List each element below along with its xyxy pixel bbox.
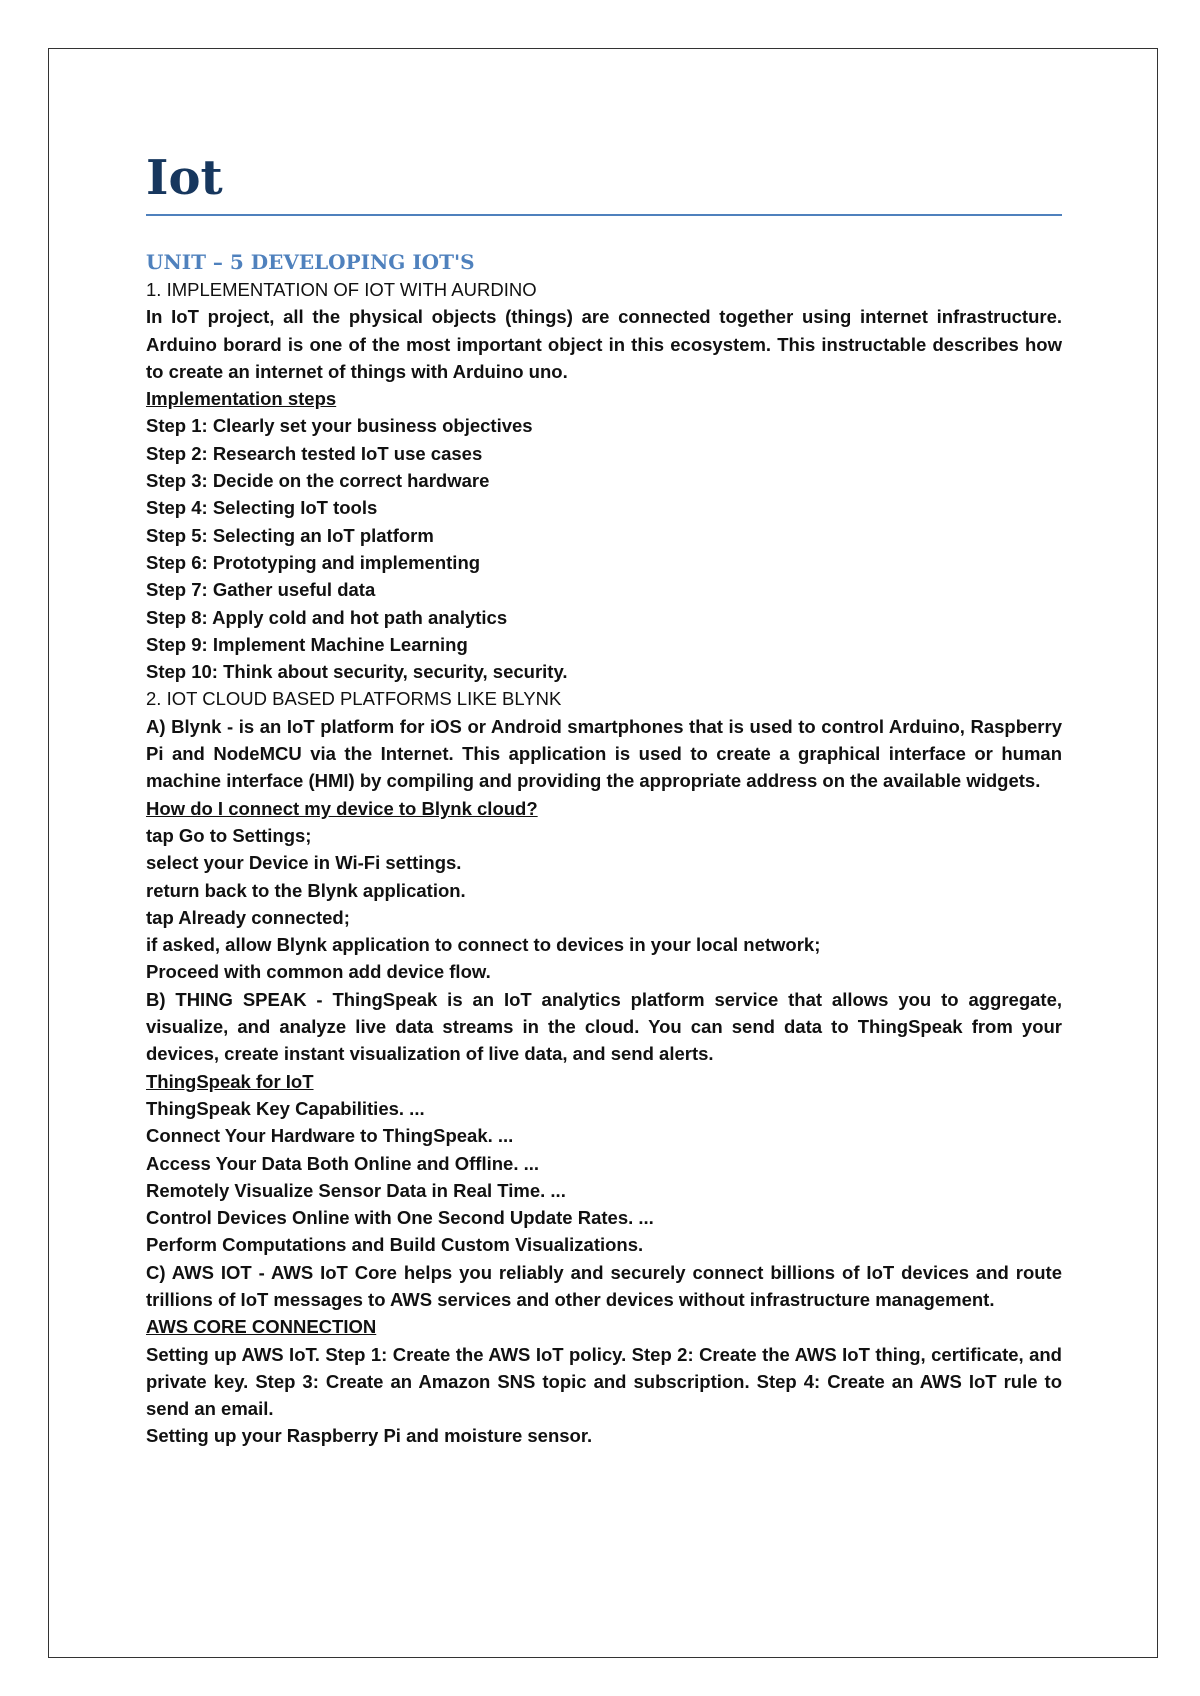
implementation-steps-heading: Implementation steps — [146, 388, 337, 410]
blynk-connect-step: tap Go to Settings; — [146, 824, 312, 846]
section1-intro: In IoT project, all the physical objects (things) are connected together using internet infrastructure. Arduino borard is one of the most important object in this ecosystem. This instructable describes how to create an internet of things with Arduino uno. — [146, 306, 1062, 382]
aws-steps-paragraph: Setting up AWS IoT. Step 1: Create the AWS IoT policy. Step 2: Create the AWS IoT thing, certificate, and private key. Step 3: Create an Amazon SNS topic and subscription. Step 4: Create an AWS IoT rule to send an email. — [146, 1343, 1062, 1420]
thingspeak-paragraph: B) THING SPEAK - ThingSpeak is an IoT analytics platform service that allows you to aggregate, visualize, and analyze live data streams in the cloud. You can send data to ThingSpeak from your devices, create instant visualization of live data, and send alerts. — [146, 988, 1062, 1065]
unit-heading: UNIT – 5 DEVELOPING IOT'S — [146, 250, 475, 274]
thingspeak-item: Control Devices Online with One Second Update Rates. ... — [146, 1207, 654, 1229]
aws-paragraph: C) AWS IOT - AWS IoT Core helps you reliably and securely connect billions of IoT devices and route trillions of IoT messages to AWS services and other devices without infrastructure management. — [146, 1261, 1062, 1310]
blynk-paragraph: A) Blynk - is an IoT platform for iOS or Android smartphones that is used to control Arduino, Raspberry Pi and NodeMCU via the Internet. This application is used to create a graphical interface or human machine interface (HMI) by compiling and providing the appropriate address on the available widgets. — [146, 715, 1062, 792]
step-item: Step 10: Think about security, security, security. — [146, 661, 568, 683]
step-item: Step 3: Decide on the correct hardware — [146, 470, 490, 492]
blynk-connect-step: select your Device in Wi-Fi settings. — [146, 852, 462, 874]
blynk-connect-step: if asked, allow Blynk application to connect to devices in your local network; — [146, 934, 821, 956]
step-item: Step 6: Prototyping and implementing — [146, 551, 481, 573]
title-underline-rule — [146, 214, 1062, 216]
step-item: Step 1: Clearly set your business objectives — [146, 415, 533, 437]
thingspeak-heading: ThingSpeak for IoT — [146, 1070, 314, 1092]
step-item: Step 8: Apply cold and hot path analytics — [146, 606, 508, 628]
document-title: Iot — [146, 150, 223, 206]
step-item: Step 2: Research tested IoT use cases — [146, 442, 483, 464]
document-body — [146, 145, 1062, 1450]
aws-core-heading: AWS CORE CONNECTION — [146, 1316, 377, 1338]
thingspeak-item: Perform Computations and Build Custom Visualizations. — [146, 1234, 644, 1256]
section1-heading: 1. IMPLEMENTATION OF IOT WITH AURDINO — [146, 279, 537, 300]
step-item: Step 7: Gather useful data — [146, 579, 376, 601]
blynk-connect-step: return back to the Blynk application. — [146, 879, 466, 901]
blynk-connect-heading: How do I connect my device to Blynk cloud? — [146, 797, 538, 819]
thingspeak-item: Access Your Data Both Online and Offline. ... — [146, 1152, 540, 1174]
step-item: Step 4: Selecting IoT tools — [146, 497, 378, 519]
thingspeak-item: Remotely Visualize Sensor Data in Real Time. ... — [146, 1179, 566, 1201]
section2-heading: 2. IOT CLOUD BASED PLATFORMS LIKE BLYNK — [146, 688, 562, 710]
thingspeak-item: ThingSpeak Key Capabilities. ... — [146, 1097, 425, 1119]
blynk-connect-step: tap Already connected; — [146, 906, 350, 928]
thingspeak-item: Connect Your Hardware to ThingSpeak. ... — [146, 1125, 514, 1147]
aws-last-line: Setting up your Raspberry Pi and moisture sensor. — [146, 1425, 593, 1447]
step-item: Step 5: Selecting an IoT platform — [146, 524, 434, 546]
blynk-connect-step: Proceed with common add device flow. — [146, 961, 491, 983]
step-item: Step 9: Implement Machine Learning — [146, 633, 468, 655]
